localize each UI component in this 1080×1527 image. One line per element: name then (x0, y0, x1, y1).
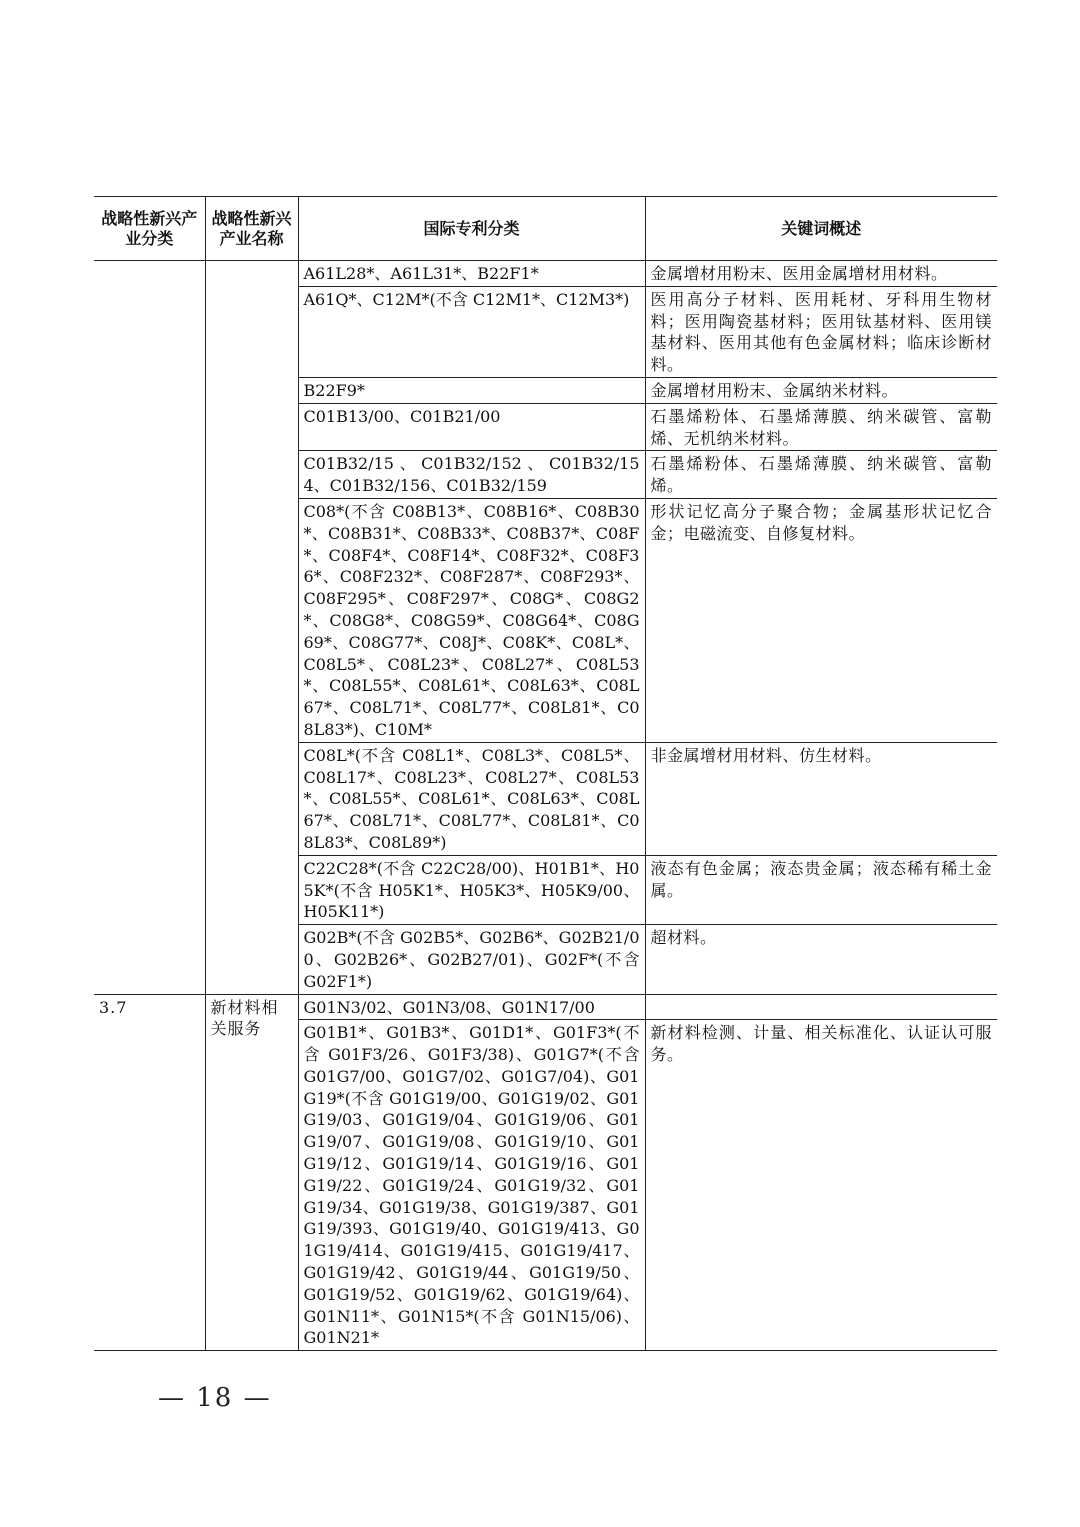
keywords-cell: 超材料。 (645, 925, 997, 994)
keywords-cell (645, 994, 997, 1020)
ipc-cell: G01N3/02、G01N3/08、G01N17/00 (298, 994, 645, 1020)
ipc-cell: G02B*(不含 G02B5*、G02B6*、G02B21/00、G02B26*、G02B27/01)、G02F*(不含 G02F1*) (298, 925, 645, 994)
table-row-3-7 (94, 994, 997, 1020)
keywords-cell: 金属增材用粉末、金属纳米材料。 (645, 377, 997, 403)
ipc-cell: C01B32/15、C01B32/152、C01B32/154、C01B32/156、C01B32/159 (298, 451, 645, 499)
category-code: 3.7 (94, 994, 205, 1351)
header-keywords: 关键词概述 (645, 197, 997, 261)
table-header-row (94, 197, 997, 261)
industry-name-cell-empty (205, 261, 298, 995)
header-ipc: 国际专利分类 (298, 197, 645, 261)
header-category: 战略性新兴产业分类 (94, 197, 205, 261)
ipc-cell: C22C28*(不含 C22C28/00)、H01B1*、H05K*(不含 H05K1*、H05K3*、H05K9/00、H05K11*) (298, 855, 645, 924)
classification-table (94, 196, 997, 1351)
ipc-cell: C01B13/00、C01B21/00 (298, 403, 645, 451)
ipc-cell: C08L*(不含 C08L1*、C08L3*、C08L5*、C08L17*、C08L23*、C08L27*、C08L53*、C08L55*、C08L61*、C08L63*、C08L67*、C08L71*、C08L77*、C08L81*、C08L83*、C08L89*) (298, 742, 645, 855)
header-industry-name: 战略性新兴产业名称 (205, 197, 298, 261)
keywords-cell: 医用高分子材料、医用耗材、牙科用生物材料；医用陶瓷基材料；医用钛基材料、医用镁基材料、医用其他有色金属材料；临床诊断材料。 (645, 286, 997, 377)
ipc-cell: C08*(不含 C08B13*、C08B16*、C08B30*、C08B31*、C08B33*、C08B37*、C08F*、C08F4*、C08F14*、C08F32*、C08F36*、C08F232*、C08F287*、C08F293*、C08F295*、C08F297*、C08G*、C08G2*、C08G8*、C08G59*、C08G64*、C08G69*、C08G77*、C08J*、C08K*、C08L*、C08L5*、C08L23*、C08L27*、C08L53*、C08L55*、C08L61*、C08L63*、C08L67*、C08L71*、C08L77*、C08L81*、C08L83*)、C10M* (298, 498, 645, 742)
industry-name: 新材料相关服务 (205, 994, 298, 1351)
keywords-cell: 液态有色金属；液态贵金属；液态稀有稀土金属。 (645, 855, 997, 924)
ipc-cell: A61L28*、A61L31*、B22F1* (298, 261, 645, 287)
keywords-cell: 金属增材用粉末、医用金属增材用材料。 (645, 261, 997, 287)
keywords-cell: 新材料检测、计量、相关标准化、认证认可服务。 (645, 1020, 997, 1351)
keywords-cell: 形状记忆高分子聚合物；金属基形状记忆合金；电磁流变、自修复材料。 (645, 498, 997, 742)
ipc-cell: B22F9* (298, 377, 645, 403)
category-cell-empty (94, 261, 205, 995)
ipc-cell: G01B1*、G01B3*、G01D1*、G01F3*(不含 G01F3/26、G01F3/38)、G01G7*(不含 G01G7/00、G01G7/02、G01G7/04)、G01G19*(不含 G01G19/00、G01G19/02、G01G19/03、G01G19/04、G01G19/06、G01G19/07、G01G19/08、G01G19/10、G01G19/12、G01G19/14、G01G19/16、G01G19/22、G01G19/24、G01G19/32、G01G19/34、G01G19/38、G01G19/387、G01G19/393、G01G19/40、G01G19/413、G01G19/414、G01G19/415、G01G19/417、G01G19/42、G01G19/44、G01G19/50、G01G19/52、G01G19/62、G01G19/64)、G01N11*、G01N15*(不含 G01N15/06)、G01N21* (298, 1020, 645, 1351)
keywords-cell: 石墨烯粉体、石墨烯薄膜、纳米碳管、富勒烯、无机纳米材料。 (645, 403, 997, 451)
page-number: — 18 — (158, 1383, 272, 1413)
ipc-cell: A61Q*、C12M*(不含 C12M1*、C12M3*) (298, 286, 645, 377)
keywords-cell: 石墨烯粉体、石墨烯薄膜、纳米碳管、富勒烯。 (645, 451, 997, 499)
keywords-cell: 非金属增材用材料、仿生材料。 (645, 742, 997, 855)
table-row (94, 261, 997, 287)
